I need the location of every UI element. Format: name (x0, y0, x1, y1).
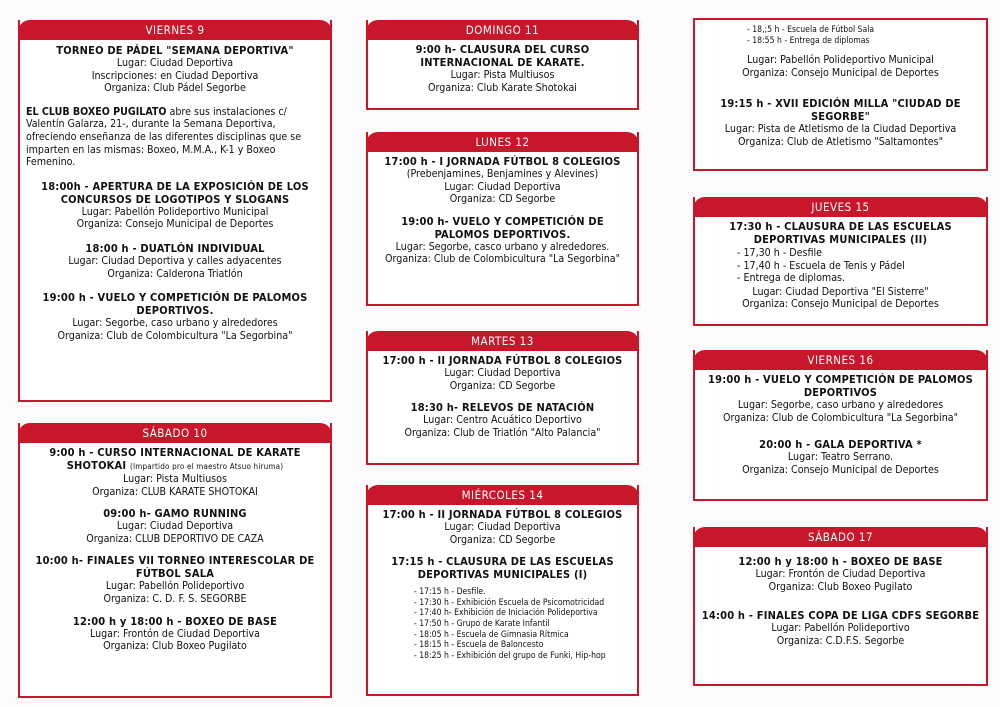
event-detail-line: Lugar: Ciudad Deportiva (116, 520, 234, 533)
event-title-text: 17:15 h - CLAUSURA DE LAS ESCUELAS DEPORTIVAS MUNICIPALES (I) (391, 555, 614, 582)
paragraph-lead: EL CLUB BOXEO PUGILATO (26, 105, 167, 118)
event-detail-line: Lugar: Segorbe, casco urbano y alrededores. (395, 240, 610, 253)
event-title-text: 18:00 h - DUATLÓN INDIVIDUAL (85, 241, 265, 255)
event-detail-line: Organiza: CD Segorbe (449, 379, 556, 392)
event-detail-line: Lugar: Frontón de Ciudad Deportiva (755, 568, 926, 580)
event-entry (701, 97, 980, 148)
day-content (368, 40, 637, 97)
event-entry (26, 44, 324, 95)
event-title (701, 220, 980, 246)
event-entry (26, 554, 324, 605)
event-note: (Impartido pro el maestro Atsuo hiruma) (129, 462, 284, 471)
event-title-text: 9:00 h - CURSO INTERNACIONAL DE KARATE SHOTOKAI (49, 446, 301, 472)
paragraph-text: abre sus instalaciones c/ Valentín Galarza, 21-, durante la Semana Deportiva, ofreciendo enseñanza de las diferentes disciplinas que se imparten en las mismas: Boxeo, M.M.A., K-1 y Boxeo Femenino. (26, 105, 302, 169)
event-detail-line: Organiza: Calderona Triatlón (107, 267, 243, 280)
day-box-martes-13 (366, 331, 639, 465)
day-box-continuacion (693, 18, 988, 171)
event-title-text: 09:00 h- GAMO RUNNING (103, 507, 247, 521)
event-entry (374, 401, 631, 439)
schedule-item: - 17:40 h- Exhibición de Iniciación Polideportiva (414, 608, 598, 619)
event-entry (701, 609, 980, 647)
day-box-miercoles-14 (366, 485, 639, 696)
event-title (26, 291, 324, 317)
event-entry (701, 438, 980, 476)
event-entry (374, 215, 631, 266)
event-detail-line: Inscripciones: en Ciudad Deportiva (91, 69, 259, 82)
event-title-text: 19:15 h - XVII EDICIÓN MILLA "CIUDAD DE SEGORBE" (720, 97, 961, 124)
event-title (26, 554, 324, 580)
event-detail-line: Lugar: Pabellón Polideportivo Municipal (747, 54, 934, 67)
event-detail-line: Lugar: Pabellón Polideportivo Municipal (81, 205, 269, 218)
event-detail-line: Organiza: Club Pádel Segorbe (104, 82, 246, 95)
schedule-item: - 17:30 h - Exhibición Escuela de Psicomotricidad (414, 597, 605, 608)
event-detail-line: Organiza: Consejo Municipal de Deportes (742, 66, 939, 79)
event-detail-line: Lugar: Teatro Serrano. (787, 451, 894, 464)
event-detail-line: Lugar: Ciudad Deportiva (116, 57, 234, 69)
event-entry (374, 43, 631, 94)
event-title-text: 17:30 h - CLAUSURA DE LAS ESCUELAS DEPORTIVAS MUNICIPALES (II) (729, 220, 952, 246)
day-header: MARTES 13 (366, 331, 639, 351)
event-title (701, 555, 980, 568)
event-title (26, 446, 324, 473)
event-title (374, 155, 631, 168)
event-title (701, 373, 980, 399)
event-detail-line: Lugar: Centro Acuático Deportivo (423, 414, 582, 427)
event-detail-line: Lugar: Segorbe, caso urbano y alrededores (737, 399, 944, 411)
day-header: SÁBADO 17 (693, 527, 988, 547)
day-box-sabado-10 (18, 423, 332, 698)
day-header: LUNES 12 (366, 132, 639, 152)
event-title (374, 401, 631, 414)
event-title-text: 9:00 h- CLAUSURA DEL CURSO INTERNACIONAL DE KARATE. (415, 43, 590, 69)
day-content (368, 152, 637, 269)
event-title-text: 10:00 h- FINALES VII TORNEO INTERESCOLAR DE FÚTBOL SALA (35, 554, 315, 581)
schedule-item: - 17:50 h - Grupo de Karate Infantil (414, 618, 550, 629)
schedule-item: - 18:15 h - Escuela de Baloncesto (414, 640, 544, 651)
event-title-text: TORNEO DE PÁDEL "SEMANA DEPORTIVA" (56, 44, 294, 57)
day-content (368, 351, 637, 442)
day-header: VIERNES 9 (18, 20, 332, 40)
event-detail-line: Lugar: Ciudad Deportiva (444, 180, 561, 193)
event-detail-line: Lugar: Pista Multiusos (123, 473, 227, 485)
day-content (695, 370, 986, 493)
event-entry (26, 180, 324, 231)
event-entry (701, 373, 980, 424)
event-detail-line: Organiza: C. D. F. S. SEGORBE (103, 592, 247, 605)
event-title-text: 17:00 h - I JORNADA FÚTBOL 8 COLEGIOS (384, 155, 621, 168)
event-detail-line: Lugar: Ciudad Deportiva (444, 521, 561, 533)
day-content (695, 547, 986, 666)
event-detail-line: Organiza: CLUB KARATE SHOTOKAI (92, 485, 258, 498)
day-content (695, 217, 986, 314)
event-entry (374, 555, 631, 661)
event-entry (374, 508, 631, 546)
schedule-list (737, 247, 980, 285)
event-title (374, 508, 631, 521)
event-entry (26, 291, 324, 342)
event-title-text: 19:00 h - VUELO Y COMPETICIÓN DE PALOMOS DEPORTIVOS (708, 373, 973, 399)
event-detail-line: Organiza: CD Segorbe (449, 193, 556, 206)
event-detail-line: Organiza: CLUB DEPORTIVO DE CAZA (86, 532, 264, 545)
event-detail-line: Lugar: Pabellón Polideportivo (105, 580, 245, 593)
schedule-item: - 17,40 h - Escuela de Tenis y Pádel (737, 259, 905, 272)
event-detail-line: Organiza: Club de Colombicultura "La Segorbina" (385, 253, 620, 266)
event-entry (374, 354, 631, 392)
schedule-item: - Entrega de diplomas. (737, 272, 846, 285)
schedule-item: - 18:25 h - Exhibición del grupo de Funki, Hip-hop (414, 650, 606, 661)
event-detail-line: Lugar: Ciudad Deportiva "El Sisterre" (752, 285, 929, 298)
event-detail-line: Lugar: Pista Multiusos (450, 69, 555, 81)
event-detail-line: Organiza: Club Boxeo Pugilato (768, 580, 913, 593)
event-detail-line: Organiza: Club Boxeo Pugilato (103, 640, 247, 653)
schedule-item: - 18:05 h - Escuela de Gimnasia Rítmica (414, 629, 569, 640)
day-content (695, 20, 986, 152)
day-box-lunes-12 (366, 132, 639, 306)
event-title (26, 615, 324, 628)
schedule-list (747, 25, 980, 46)
event-detail-line: Organiza: Consejo Municipal de Deportes (76, 218, 274, 231)
schedule-item: - 17,30 h - Desfile (737, 247, 822, 259)
event-title (26, 507, 324, 520)
event-title (374, 555, 631, 581)
event-title-text: 18:30 h- RELEVOS DE NATACIÓN (410, 401, 595, 415)
event-title-text: 12:00 h y 18:00 h - BOXEO DE BASE (72, 614, 278, 628)
event-detail-line: Organiza: Club de Colombicultura "La Segorbina" (723, 411, 958, 424)
day-header: JUEVES 15 (693, 197, 988, 217)
day-content (20, 443, 330, 656)
event-title (374, 215, 631, 241)
event-title-text: 14:00 h - FINALES COPA DE LIGA CDFS SEGORBE (701, 609, 980, 623)
event-detail-line: Organiza: Consejo Municipal de Deportes (742, 463, 939, 476)
event-detail-line: Lugar: Ciudad Deportiva y calles adyacentes (68, 254, 282, 267)
event-title-text: 20:00 h - GALA DEPORTIVA * (759, 438, 922, 452)
day-header: MIÉRCOLES 14 (366, 485, 639, 505)
day-box-domingo-11 (366, 20, 639, 110)
event-detail-line: Lugar: Pabellón Polideportivo (771, 622, 910, 635)
event-detail-line: Organiza: Club de Atletismo "Saltamontes" (738, 135, 943, 148)
day-box-sabado-17 (693, 527, 988, 686)
event-title (701, 609, 980, 622)
event-detail-line: Organiza: CD Segorbe (449, 533, 556, 546)
event-title (26, 242, 324, 255)
event-detail-line: Lugar: Frontón de Ciudad Deportiva (89, 627, 261, 640)
event-paragraph (26, 106, 324, 169)
event-title-text: 19:00 h- VUELO Y COMPETICIÓN DE PALOMOS DEPORTIVOS. (401, 214, 604, 241)
schedule-item: - 18,;5 h - Escuela de Fútbol Sala (747, 25, 875, 35)
event-detail-line: Lugar: Segorbe, caso urbano y alrededores (72, 317, 278, 330)
schedule-list (414, 587, 631, 661)
event-detail-line: Lugar: Ciudad Deportiva (444, 367, 561, 379)
day-content (20, 40, 330, 356)
event-title-text: 17:00 h - II JORNADA FÚTBOL 8 COLEGIOS (382, 508, 623, 521)
event-entry (26, 615, 324, 653)
day-header: SÁBADO 10 (18, 423, 332, 443)
day-header: DOMINGO 11 (366, 20, 639, 40)
day-box-jueves-15 (693, 197, 988, 326)
day-header: VIERNES 16 (693, 350, 988, 370)
event-entry (701, 555, 980, 593)
schedule-item: - 18:55 h - Entrega de diplomas (747, 35, 870, 46)
event-detail-line: Organiza: C.D.F.S. Segorbe (776, 634, 905, 647)
event-entry (26, 507, 324, 545)
event-entry (701, 220, 980, 311)
event-detail-line: Organiza: Club de Colombicultura "La Segorbina" (57, 329, 293, 342)
event-detail-line: Organiza: Club de Triatlón "Alto Palancia" (404, 426, 601, 439)
event-entry (26, 446, 324, 498)
schedule-item: - 17:15 h - Desfile. (414, 587, 486, 598)
event-entry (26, 242, 324, 280)
event-title-text: 12:00 h y 18:00 h - BOXEO DE BASE (738, 555, 943, 568)
event-entry (26, 106, 324, 169)
event-detail-line: Organiza: Club Karate Shotokai (428, 81, 577, 94)
event-detail-line: (Prebenjamines, Benjamines y Alevines) (406, 168, 599, 180)
day-box-viernes-9 (18, 20, 332, 402)
event-title (374, 43, 631, 69)
event-detail-line: Lugar: Pista de Atletismo de la Ciudad Deportiva (724, 123, 957, 136)
event-title (701, 97, 980, 123)
event-title (26, 180, 324, 206)
event-title-text: 18:00h - APERTURA DE LA EXPOSICIÓN DE LOS CONCURSOS DE LOGOTIPOS Y SLOGANS (41, 179, 309, 206)
event-title (26, 44, 324, 57)
day-box-viernes-16 (693, 350, 988, 501)
event-title (701, 438, 980, 451)
event-title-text: 17:00 h - II JORNADA FÚTBOL 8 COLEGIOS (382, 354, 623, 367)
day-content (368, 505, 637, 670)
event-detail-line: Organiza: Consejo Municipal de Deportes (742, 298, 939, 311)
event-entry (374, 155, 631, 206)
event-title (374, 354, 631, 367)
event-title-text: 19:00 h - VUELO Y COMPETICIÓN DE PALOMOS DEPORTIVOS. (42, 291, 308, 318)
event-entry (701, 25, 980, 79)
